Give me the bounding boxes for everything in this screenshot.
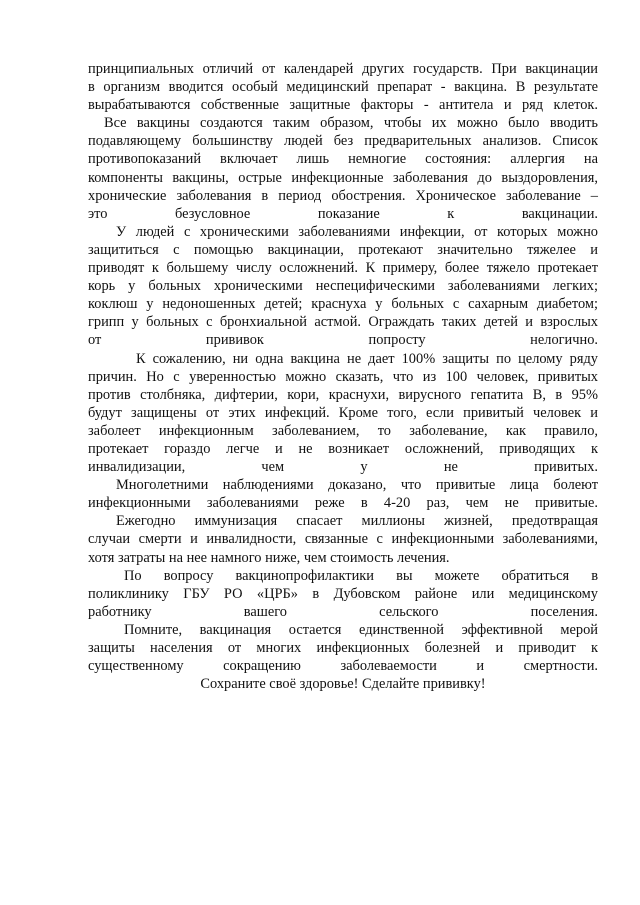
text-line: У людей с хроническими заболеваниями инфекции, от которых можно xyxy=(116,223,598,240)
paragraph-contraindications xyxy=(88,114,598,223)
text-line: хронические заболевания в период обострения. Хроническое заболевание – xyxy=(88,187,598,204)
text-line: компоненты вакцины, острые инфекционные заболевания до выздоровления, xyxy=(88,169,598,186)
text-line: против столбняка, дифтерии, кори, краснухи, вирусного гепатита В, в 95% xyxy=(88,386,598,403)
paragraph-immunization-benefits xyxy=(88,512,598,566)
paragraph-contact-info xyxy=(88,567,598,621)
paragraph-chronic-diseases xyxy=(88,223,598,350)
paragraph-protection-rate xyxy=(88,350,598,477)
text-line: инфекционными заболеваниями реже в 4-20 раз, чем не привитые. xyxy=(88,495,598,512)
text-line: Многолетними наблюдениями доказано, что привитые лица болеют xyxy=(116,477,598,494)
text-line: протекает гораздо легче и не возникает осложнений, приводящих к xyxy=(88,440,598,457)
text-line: работнику вашего сельского поселения. xyxy=(88,603,598,620)
closing-line: Сохраните своё здоровье! Сделайте прививку! xyxy=(200,676,486,693)
paragraph-reminder xyxy=(88,621,598,675)
text-line: заболеет инфекционным заболеванием, то заболевание, как правило, xyxy=(88,422,598,439)
text-line: К сожалению, ни одна вакцина не дает 100% защиты по целому ряду xyxy=(136,350,598,367)
document-body xyxy=(88,60,598,693)
closing-slogan xyxy=(88,675,598,693)
text-line: коклюш у недоношенных детей; краснуха у больных с сахарным диабетом; xyxy=(88,296,598,313)
text-line: корь у больных хроническими неспецифическими заболеваниями легких; xyxy=(88,278,598,295)
text-line: принципиальных отличий от календарей других государств. При вакцинации xyxy=(88,61,598,77)
text-line: Все вакцины создаются таким образом, чтобы их можно было вводить xyxy=(104,115,598,132)
text-line: случаи смерти и инвалидности, связанные с инфекционными заболеваниями, xyxy=(88,531,598,548)
paragraph-vaccination-intro xyxy=(88,60,598,114)
text-line: Помните, вакцинация остается единственной эффективной мерой xyxy=(124,621,598,638)
text-line: существенному сокращению заболеваемости и смертности. xyxy=(88,658,598,675)
text-line: в организм вводится особый медицинский препарат - вакцина. В результате xyxy=(88,79,598,96)
text-line: защититься с помощью вакцинации, протекают значительно тяжелее и xyxy=(88,241,598,258)
text-line: хотя затраты на нее намного ниже, чем стоимость лечения. xyxy=(88,549,450,566)
text-line: грипп у больных с бронхиальной астмой. Ограждать таких детей и взрослых xyxy=(88,314,598,331)
text-line: защиты населения от многих инфекционных болезней и приводит к xyxy=(88,640,598,656)
paragraph-observations xyxy=(88,476,598,512)
text-line: По вопросу вакцинопрофилактики вы можете обратиться в xyxy=(124,567,598,584)
text-line: подавляющему большинству людей без предварительных анализов. Список xyxy=(88,133,598,150)
text-line: от прививок попросту нелогично. xyxy=(88,332,598,349)
text-line: поликлинику ГБУ РО «ЦРБ» в Дубовском районе или медицинскому xyxy=(88,585,598,602)
text-line: это безусловное показание к вакцинации. xyxy=(88,205,598,222)
text-line: Ежегодно иммунизация спасает миллионы жизней, предотвращая xyxy=(116,513,598,530)
text-line: противопоказаний включает лишь немногие состояния: аллергия на xyxy=(88,151,598,168)
text-line: причин. Но с уверенностью можно сказать, что из 100 человек, привитых xyxy=(88,368,598,385)
text-line: приводят к большему числу осложнений. К примеру, более тяжело протекает xyxy=(88,260,598,277)
text-line: будут защищены от этих инфекций. Кроме того, если привитый человек и xyxy=(88,404,598,421)
text-line: инвалидизации, чем у не привитых. xyxy=(88,459,598,476)
text-line: вырабатываются собственные защитные факторы - антитела и ряд клеток. xyxy=(88,97,598,114)
